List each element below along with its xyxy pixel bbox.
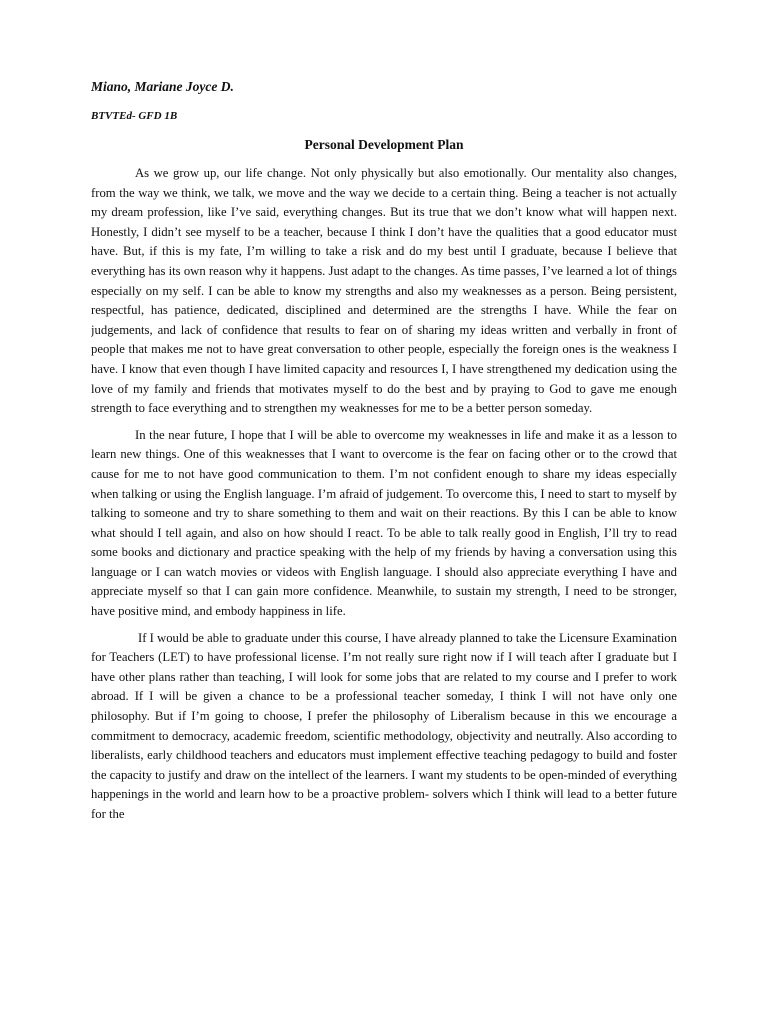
document-body (91, 164, 677, 1014)
paragraph-1: As we grow up, our life change. Not only physically but also emotionally. Our mentality also changes, from the way we think, we talk, we move and the way we decide to a certain thing. Being a teacher is not actually my dream profession, like I’ve said, everything changes. But its true that we don’t know what will happen next. Honestly, I didn’t see myself to be a teacher, because I think I don’t have the qualities that a good educator must have. But, if this is my fate, I’m willing to take a risk and do my best until I graduate, because I believe that everything has its own reason why it happens. Just adapt to the changes. As time passes, I’ve learned a lot of things especially on my self. I can be able to know my strengths and also my weaknesses as a person. Being persistent, respectful, has patience, dedicated, disciplined and determined are the strengths I have. While the fear on judgements, and lack of confidence that results to fear on of sharing my ideas written and verbally in front of people that makes me not to have great conversation to other people, especially the foreign ones is the weakness I have. I know that even though I have limited capacity and resources I, I have strengthened my dedication using the love of my family and friends that motivates myself to do the best and by praying to God to gave me enough strength to face everything and to strengthen my weaknesses for me to be a better person someday. (91, 166, 677, 416)
paragraph-3: If I would be able to graduate under this course, I have already planned to take the Licensure Examination for Teachers (LET) to have professional license. I’m not really sure right now if I will teach after I graduate but I have other plans rather than teaching, I will look for some jobs that are related to my course and I prefer to work abroad. If I will be given a chance to be a professional teacher someday, I think I will not have only one philosophy. But if I’m going to choose, I prefer the philosophy of Liberalism because in this we encourage a commitment to democracy, academic freedom, scientific methodology, objectivity and neutrally. Also according to liberalists, early childhood teachers and educators must implement effective teaching pedagogy to build and foster the capacity to justify and draw on the intellect of the learners. I want my students to be open-minded of everything happenings in the world and learn how to be a proactive problem- solvers which I think will lead to a better future for the (91, 630, 677, 821)
paragraph-2: In the near future, I hope that I will be able to overcome my weaknesses in life and make it as a lesson to learn new things. One of this weaknesses that I want to overcome is the fear on facing other or to the crowd that cause for me to not have good communication to them. I’m not confident enough to share my ideas especially when talking or using the English language. I’m afraid of judgement. To overcome this, I need to start to myself by talking to someone and try to share something to them and wait on their reactions. By this I can be able to know what should I tell again, and also on how should I react. To be able to talk really good in English, I’ll try to read some books and dictionary and practice speaking with the help of my friends by having a conversation using this language or I can watch movies or videos with English language. I should also appreciate everything I have and appreciate myself so that I can gain more confidence. Meanwhile, to sustain my strength, I need to be stronger, have positive mind, and embody happiness in life. (91, 427, 677, 619)
program-section: BTVTEd- GFD 1B (91, 110, 178, 122)
page-title: Personal Development Plan (304, 137, 464, 152)
author-name: Miano, Mariane Joyce D. (91, 79, 234, 94)
